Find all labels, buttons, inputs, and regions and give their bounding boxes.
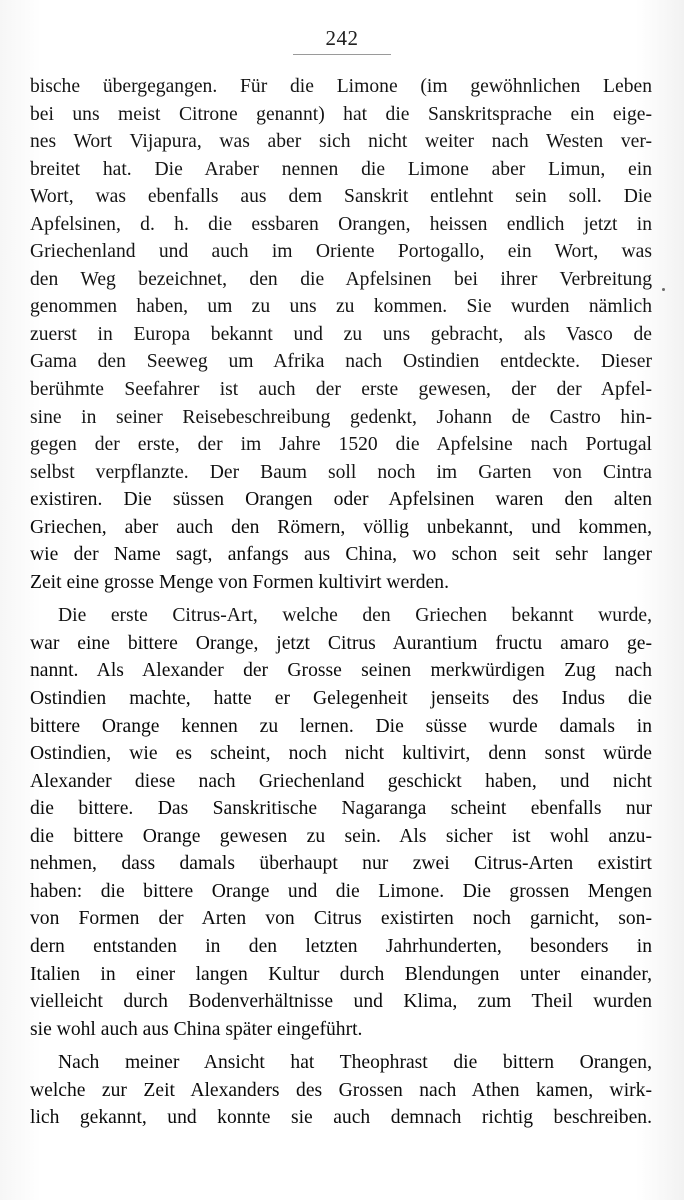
text-line: vielleicht durch Bodenverhältnisse und Klima, zum Theil wurden <box>30 991 652 1013</box>
text-line: Gama den Seeweg um Afrika nach Ostindien entdeckte. Dieser <box>30 351 652 373</box>
text-line: Italien in einer langen Kultur durch Blendungen unter einander, <box>30 963 652 985</box>
text-line: Ostindien, wie es scheint, noch nicht kultivirt, denn sonst würde <box>30 743 652 765</box>
text-line: zuerst in Europa bekannt und zu uns gebracht, als Vasco de <box>30 323 652 345</box>
text-line: nes Wort Vijapura, was aber sich nicht weiter nach Westen ver- <box>30 131 652 153</box>
text-line: Apfelsinen, d. h. die essbaren Orangen, heissen endlich jetzt in <box>30 213 652 235</box>
paper-speck <box>662 288 665 291</box>
text-line: die bittere. Das Sanskritische Nagaranga scheint ebenfalls nur <box>30 798 652 820</box>
text-line: bittere Orange kennen zu lernen. Die süsse wurde damals in <box>30 715 652 737</box>
text-line: haben: die bittere Orange und die Limone. Die grossen Mengen <box>30 880 652 902</box>
text-line: Wort, was ebenfalls aus dem Sanskrit entlehnt sein soll. Die <box>30 186 652 208</box>
text-line: den Weg bezeichnet, den die Apfelsinen bei ihrer Verbreitung <box>30 268 652 290</box>
text-line: existiren. Die süssen Orangen oder Apfelsinen waren den alten <box>30 489 652 511</box>
text-line: gegen der erste, der im Jahre 1520 die Apfelsine nach Portugal <box>30 434 652 456</box>
text-line: berühmte Seefahrer ist auch der erste gewesen, der der Apfel- <box>30 379 652 401</box>
text-line: Zeit eine grosse Menge von Formen kultivirt werden. <box>30 571 449 593</box>
text-line: selbst verpflanzte. Der Baum soll noch im Garten von Cintra <box>30 461 652 483</box>
page-number: 242 <box>325 26 359 50</box>
text-line: Griechenland und auch im Oriente Portogallo, ein Wort, was <box>30 241 652 263</box>
text-line: bische übergegangen. Für die Limone (im gewöhnlichen Leben <box>30 76 652 97</box>
paragraph-2 <box>30 602 652 1043</box>
text-line: Die erste Citrus-Art, welche den Griechen bekannt wurde, <box>58 605 652 627</box>
text-line: wie der Name sagt, anfangs aus China, wo schon seit sehr langer <box>30 544 652 566</box>
text-line: sie wohl auch aus China später eingeführt. <box>30 1018 363 1040</box>
text-line: die bittere Orange gewesen zu sein. Als sicher ist wohl anzu- <box>30 825 652 847</box>
text-line: Ostindien machte, hatte er Gelegenheit jenseits des Indus die <box>30 688 652 710</box>
text-line: Griechen, aber auch den Römern, völlig unbekannt, und kommen, <box>30 516 652 538</box>
text-line: breitet hat. Die Araber nennen die Limone aber Limun, ein <box>30 158 652 180</box>
body-text <box>30 73 652 1132</box>
text-line: war eine bittere Orange, jetzt Citrus Aurantium fructu amaro ge- <box>30 632 652 654</box>
paragraph-3 <box>30 1049 652 1132</box>
text-line: bei uns meist Citrone genannt) hat die Sanskritsprache ein eige- <box>30 103 652 125</box>
text-line: dern entstanden in den letzten Jahrhunderten, besonders in <box>30 935 652 957</box>
paragraph-1 <box>30 73 652 596</box>
text-line: von Formen der Arten von Citrus existirten noch garnicht, son- <box>30 908 652 930</box>
text-line: nehmen, dass damals überhaupt nur zwei Citrus-Arten existirt <box>30 853 652 875</box>
text-line: genommen haben, um zu uns zu kommen. Sie wurden nämlich <box>30 296 652 318</box>
text-line: welche zur Zeit Alexanders des Grossen nach Athen kamen, wirk- <box>30 1079 652 1101</box>
text-line: sine in seiner Reisebeschreibung gedenkt, Johann de Castro hin- <box>30 406 652 428</box>
text-line: Alexander diese nach Griechenland geschickt haben, und nicht <box>30 770 652 792</box>
header-rule <box>293 54 391 55</box>
text-line: lich gekannt, und konnte sie auch demnach richtig beschreiben. <box>30 1107 652 1129</box>
text-line: nannt. Als Alexander der Grosse seinen merkwürdigen Zug nach <box>30 660 652 682</box>
text-line: Nach meiner Ansicht hat Theophrast die bittern Orangen, <box>58 1052 652 1074</box>
